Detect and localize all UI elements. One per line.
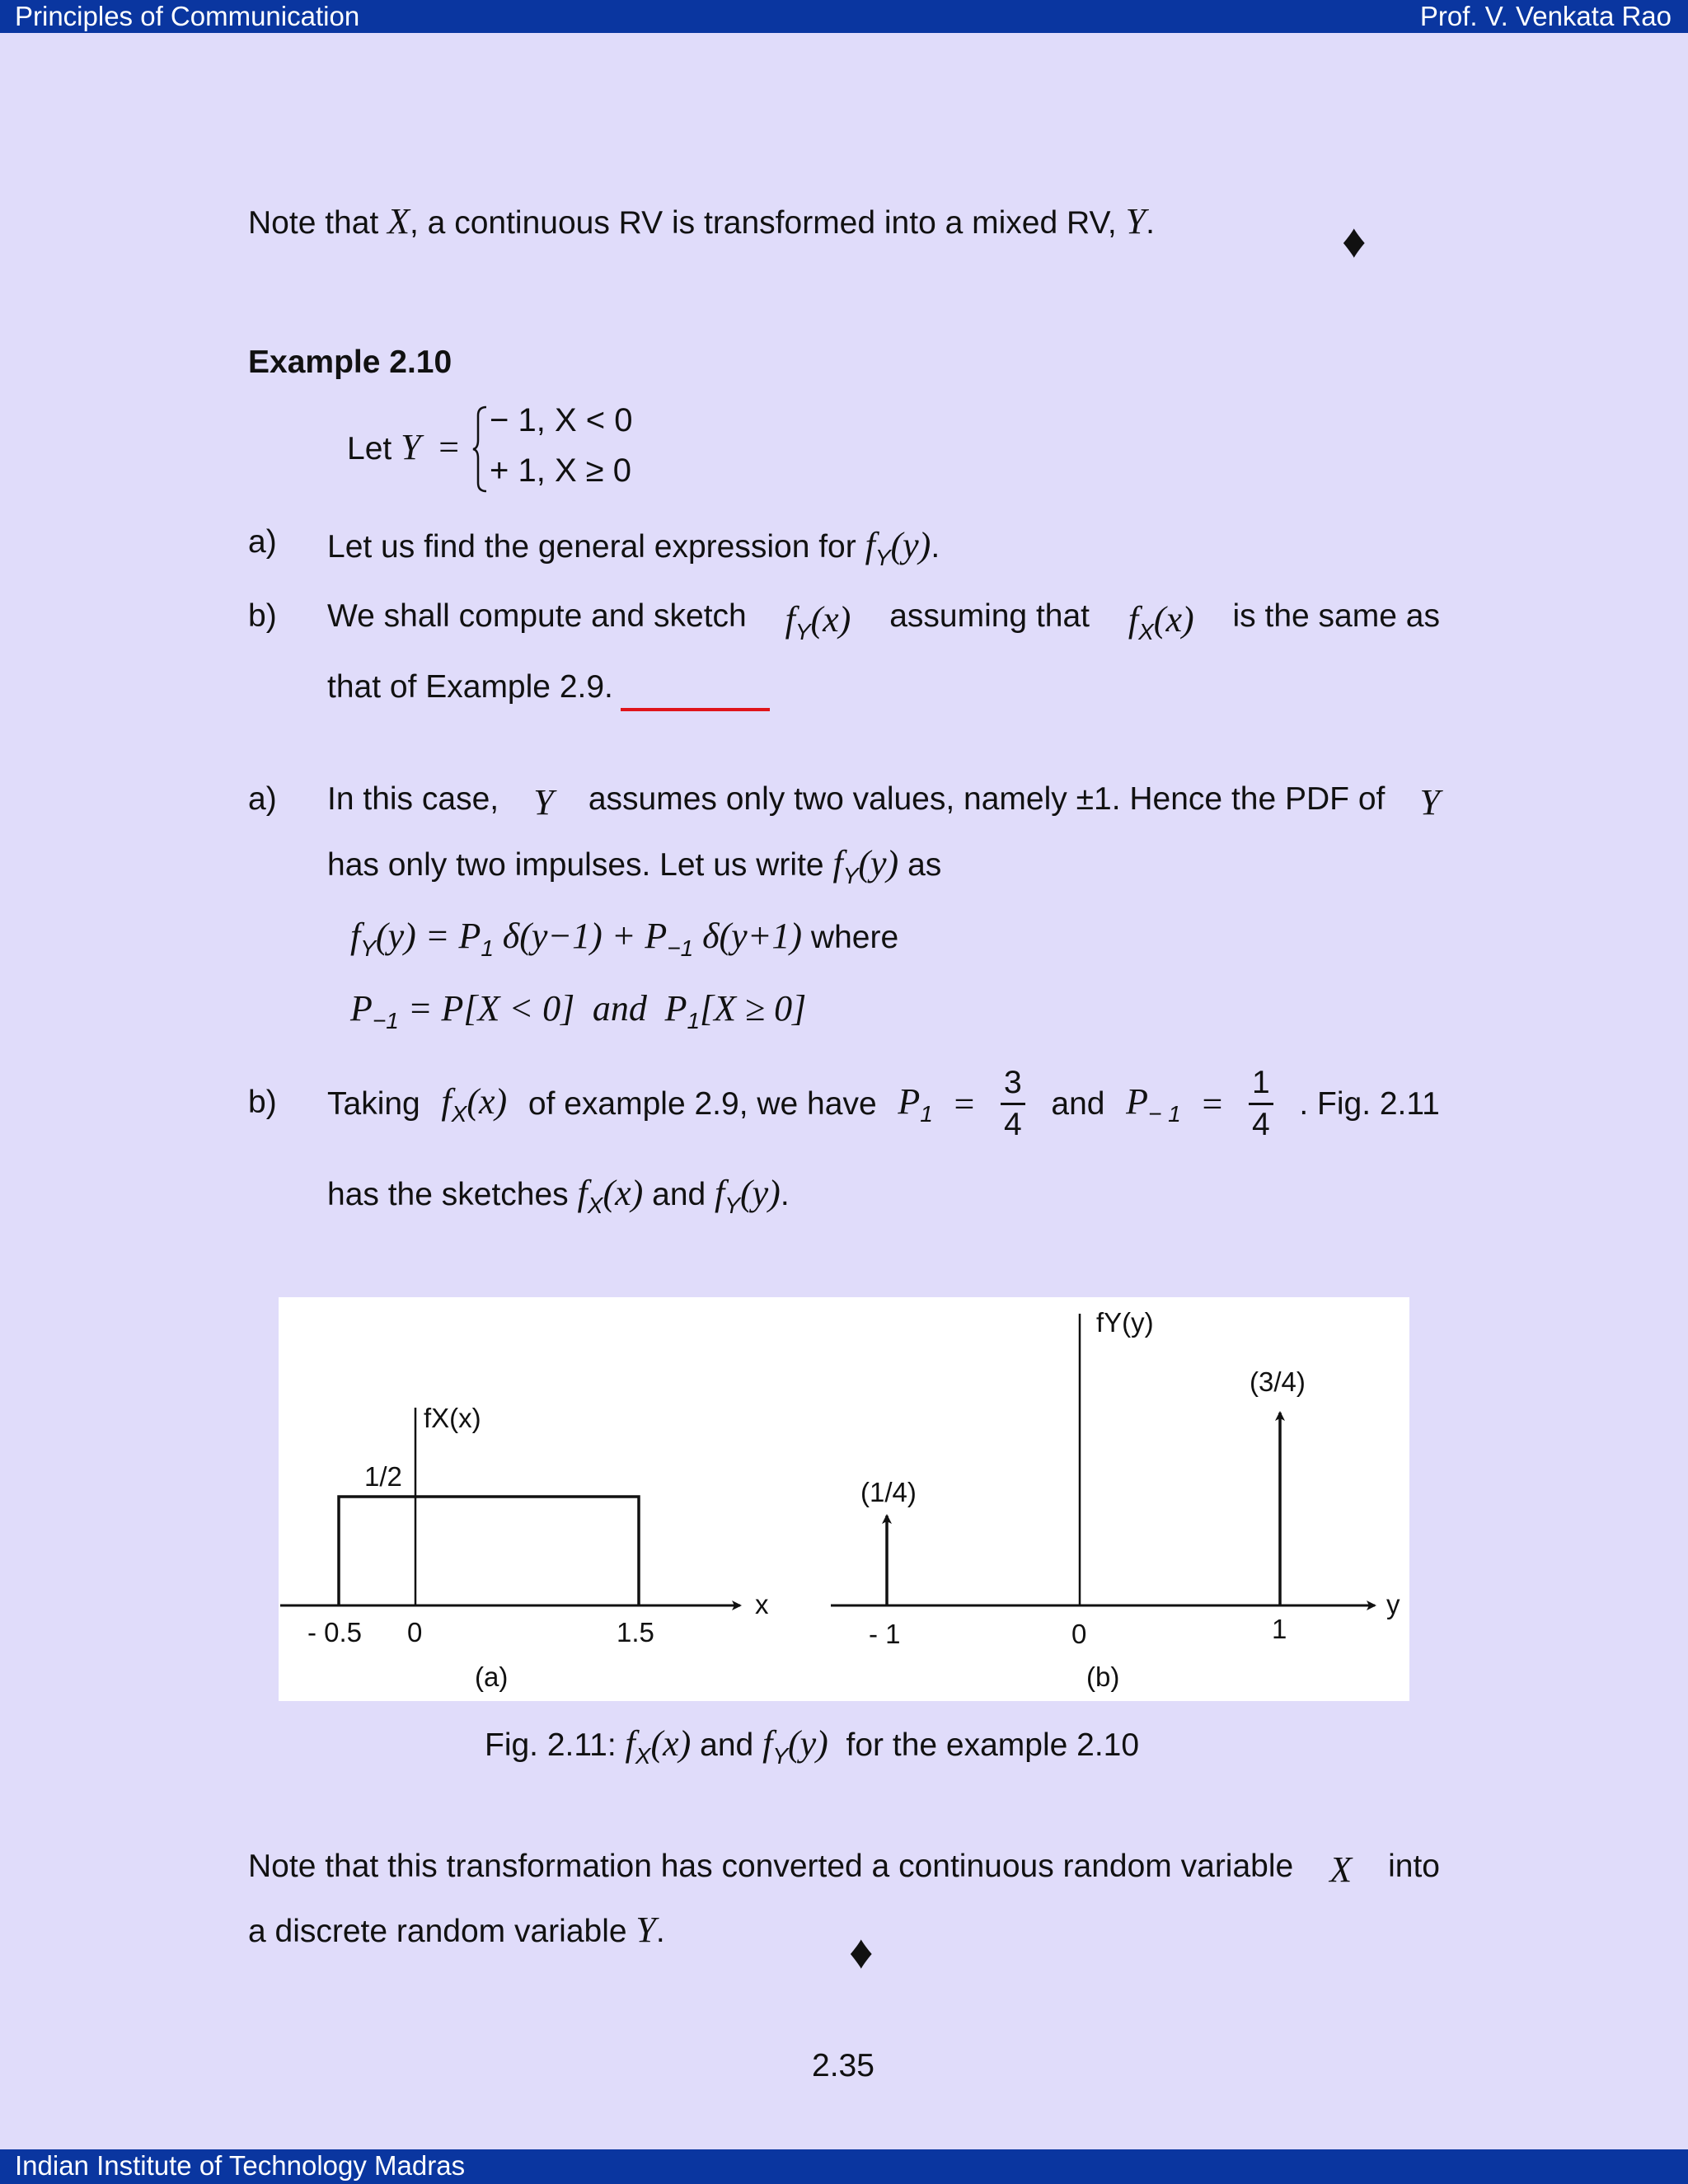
question-a-label: a) [248, 524, 277, 560]
question-b-line2: that of Example 2.9. [327, 669, 613, 705]
figure-2-11 [279, 1297, 1409, 1701]
case-positive: + 1, X ≥ 0 [490, 452, 632, 489]
footer-bar [0, 2149, 1688, 2184]
end-diamond-icon: ♦ [1342, 214, 1367, 268]
figure-caption: Fig. 2.11: $f_X(x)$ and $f_Y(y)$ for the example 2.10 [485, 1723, 1140, 1769]
brace-icon [471, 404, 490, 494]
course-title: Principles of Communication [15, 1, 360, 31]
tick-0-a: 0 [407, 1617, 423, 1647]
end-diamond-icon: ♦ [849, 1925, 874, 1979]
case-negative: − 1, X < 0 [490, 402, 633, 438]
red-underline [621, 708, 770, 711]
caption-b: (b) [1086, 1661, 1120, 1692]
caption-a: (a) [475, 1661, 509, 1692]
closing-line2: a discrete random variable Y. [248, 1910, 665, 1950]
equation-pdf: $f_Y(y) = P_1$ $\delta(y-1) + P_{-1}$ δ(y+1) where [350, 916, 899, 961]
definition-let: Let Y = [347, 427, 460, 467]
question-b-text: We shall compute and sketch $f_Y(x)$ assuming that $f_X(x)$ is the same as [327, 598, 1440, 644]
uniform-pdf-rect [339, 1497, 639, 1605]
figure-svg [279, 1297, 1409, 1701]
impulse-neg-label: (1/4) [860, 1477, 917, 1507]
answer-b-line1: Taking $f_X(x)$ of example 2.9, we have $P_1$ = $\frac{3}{4}$ and $P_{- 1}$ = $\frac{1}{4}$ . Fig. 2.11 [327, 1063, 1440, 1145]
intro-text: Note that X, a continuous RV is transformed into a mixed RV, Y. [248, 201, 1155, 241]
example-title: Example 2.10 [248, 344, 452, 380]
answer-b-line2: has the sketches $f_X(x)$ and $f_Y(y)$. [327, 1173, 790, 1218]
question-a-text: Let us find the general expression for $f_Y(y)$. [327, 525, 940, 570]
tick-neg-1: - 1 [869, 1619, 901, 1649]
header-bar [0, 0, 1688, 33]
fraction-one-quarter: $\frac{1}{4}$ [1249, 1063, 1273, 1145]
answer-a-label: a) [248, 781, 277, 817]
fy-label: fY(y) [1096, 1307, 1154, 1338]
author-name: Prof. V. Venkata Rao [1419, 1, 1672, 31]
height-label: 1/2 [364, 1461, 402, 1492]
fx-label: fX(x) [424, 1403, 481, 1433]
tick-1: 1 [1272, 1614, 1287, 1644]
impulse-pos-label: (3/4) [1250, 1366, 1306, 1397]
axis-y-label: y [1386, 1589, 1400, 1619]
tick-neg-0-5: - 0.5 [307, 1617, 363, 1647]
answer-b-label: b) [248, 1085, 277, 1120]
closing-line1: Note that this transformation has converted a continuous random variable X into [248, 1849, 1440, 1890]
equation-probabilities: $P_{-1} = P[X < 0]$ and $P_1[X \ge 0]$ [350, 988, 807, 1033]
page-number: 2.35 [812, 2048, 874, 2083]
question-b-label: b) [248, 598, 277, 634]
answer-a-line2: has only two impulses. Let us write $f_Y(y)$ as [327, 843, 942, 888]
fraction-three-quarters: $\frac{3}{4}$ [1001, 1063, 1025, 1145]
axis-x-label: x [755, 1589, 769, 1619]
institute-name: Indian Institute of Technology Madras [15, 2150, 466, 2181]
answer-a-line1: In this case, Y assumes only two values, namely ±1. Hence the PDF of Y [327, 781, 1440, 823]
tick-1-5: 1.5 [617, 1617, 654, 1647]
tick-0-b: 0 [1071, 1619, 1087, 1649]
